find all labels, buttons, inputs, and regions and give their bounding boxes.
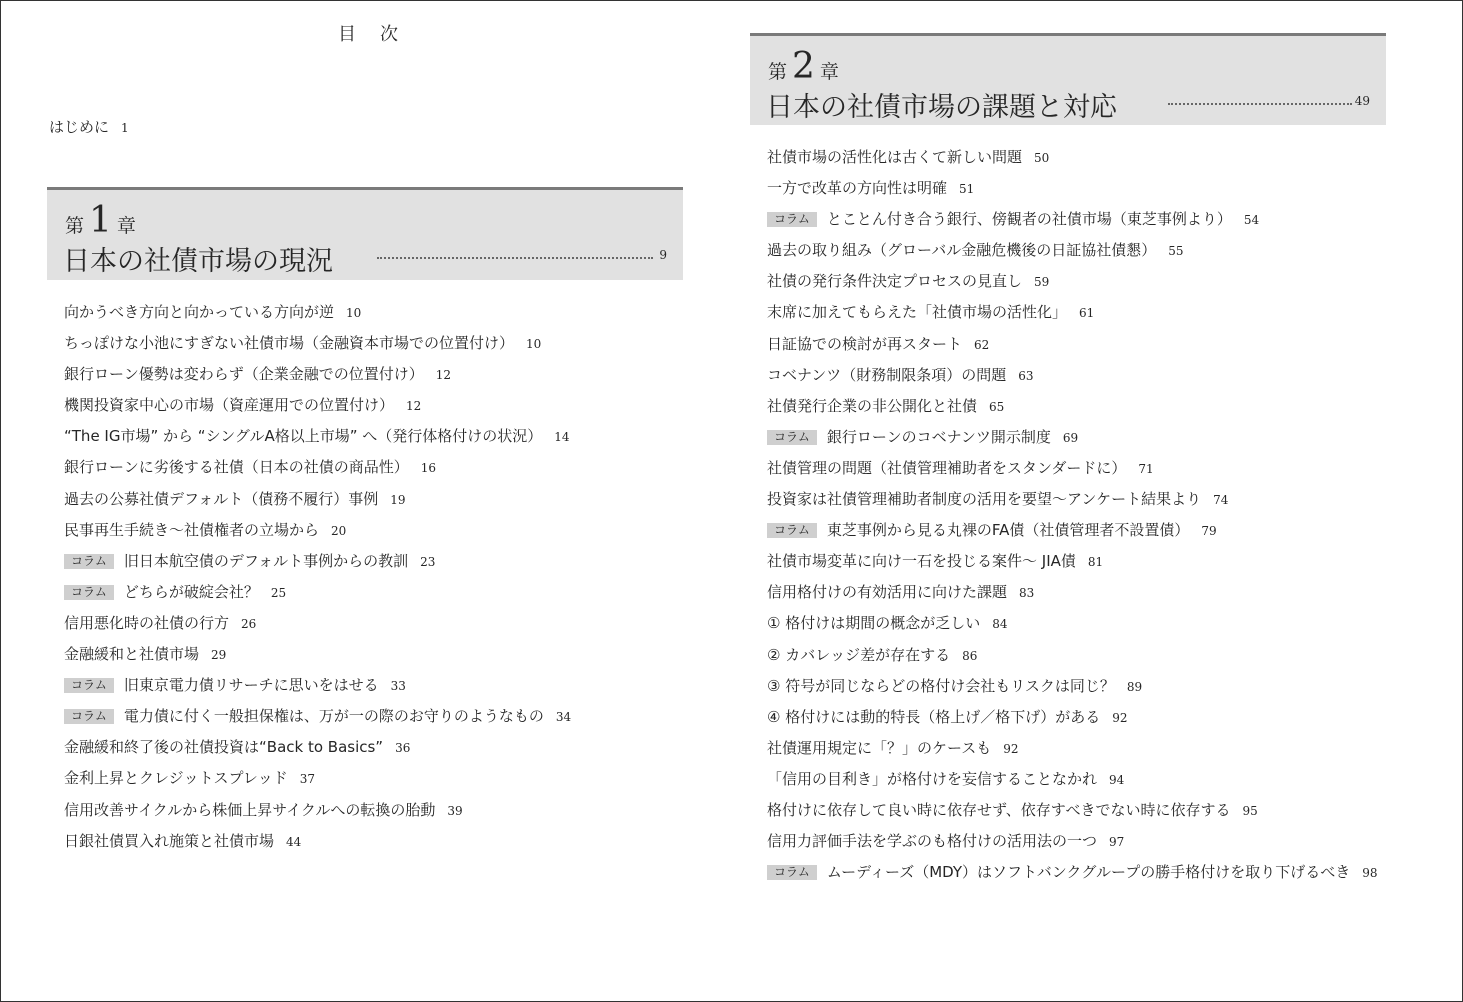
toc-entry-title: 信用改善サイクルから株価上昇サイクルへの転換の胎動 (64, 800, 436, 819)
toc-entry-title: 信用悪化時の社債の行方 (64, 613, 230, 632)
toc-entry-title: 過去の取り組み（グローバル金融危機後の日証協社債懇） (767, 241, 1157, 260)
toc-entry-page: 97 (1109, 835, 1125, 850)
toc-entry-page: 94 (1109, 772, 1125, 787)
toc-entry[interactable] (64, 642, 571, 673)
chapter-1-leader-dots (377, 257, 653, 259)
chapter-2-title: 日本の社債市場の課題と対応 (766, 92, 1117, 123)
toc-entry[interactable] (767, 518, 1378, 549)
chapter-1-page: 9 (659, 248, 667, 262)
toc-entry-page: 84 (992, 617, 1008, 632)
toc-entry[interactable] (767, 363, 1378, 394)
toc-entry-page: 89 (1126, 679, 1143, 694)
toc-entry[interactable] (64, 424, 571, 455)
toc-entry[interactable] (64, 673, 571, 704)
toc-entry-page: 98 (1362, 866, 1378, 881)
toc-entry-page: 50 (1034, 151, 1050, 165)
toc-entry[interactable] (64, 735, 571, 766)
chapter-2-entry-list (767, 145, 1378, 891)
chapter-2-prefix: 第 (768, 61, 788, 83)
toc-entry-title: 東芝事例から見る丸裸のFA債（社債管理者不設置債） (826, 521, 1190, 540)
column-badge: コラム (767, 865, 817, 880)
toc-entry-title: 社債市場の活性化は古くて新しい問題 (767, 148, 1023, 166)
chapter-2-digit: 2 (792, 46, 815, 87)
column-badge: コラム (767, 430, 817, 445)
toc-entry-title: 金利上昇とクレジットスプレッド (64, 769, 288, 788)
toc-entry-title: 社債発行企業の非公開化と社債 (767, 396, 978, 415)
toc-entry-page: 62 (974, 337, 990, 352)
toc-entry-page: 26 (241, 616, 257, 631)
toc-entry-title: 一方で改革の方向性は明確 (767, 179, 948, 198)
toc-entry-title: 信用格付けの有効活用に向けた課題 (767, 583, 1008, 602)
toc-entry[interactable] (767, 269, 1378, 300)
toc-entry-title: ④ 格付けには動的特長（格上げ／格下げ）がある (767, 707, 1101, 726)
toc-entry-title: 銀行ローンに劣後する社債（日本の社債の商品性） (64, 458, 409, 477)
toc-entry-page: 86 (962, 648, 978, 663)
toc-entry[interactable] (767, 332, 1378, 363)
toc-entry[interactable] (767, 829, 1378, 860)
column-badge: コラム (64, 554, 114, 569)
toc-entry-title: 社債市場変革に向け一石を投じる案件～ JIA債 (767, 552, 1076, 571)
toc-entry[interactable] (767, 300, 1378, 331)
toc-entry-page: 55 (1168, 244, 1184, 259)
intro-label: はじめに (49, 118, 110, 136)
toc-entry-page: 37 (299, 772, 316, 787)
toc-entry-title: 信用力評価手法を学ぶのも格付けの活用法の一つ (767, 832, 1098, 851)
toc-entry[interactable] (767, 860, 1378, 891)
toc-entry-page: 25 (270, 585, 287, 600)
toc-entry[interactable] (64, 393, 571, 424)
toc-entry-title: 民事再生手続き～社債権者の立場から (64, 520, 320, 539)
toc-entry[interactable] (767, 611, 1378, 642)
toc-entry-page: 69 (1062, 430, 1079, 445)
column-badge: コラム (64, 678, 114, 693)
toc-entry[interactable] (767, 176, 1378, 207)
chapter-1-header[interactable] (47, 187, 683, 280)
toc-entry[interactable] (767, 674, 1378, 705)
toc-entry-page: 92 (1003, 741, 1019, 756)
toc-entry-title: 金融緩和終了後の社債投資は“Back to Basics” (64, 738, 384, 757)
chapter-2-page: 49 (1354, 94, 1370, 108)
toc-entry[interactable] (767, 207, 1378, 238)
toc-entry[interactable] (64, 487, 571, 518)
chapter-1-prefix: 第 (65, 215, 85, 237)
toc-entry-title: とことん付き合う銀行、傍観者の社債市場（東芝事例より） (826, 210, 1232, 229)
toc-entry[interactable] (64, 455, 571, 486)
toc-entry-page: 65 (989, 399, 1005, 414)
toc-entry-title: 電力債に付く一般担保権は、万が一の際のお守りのようなもの (123, 707, 544, 726)
toc-entry-page: 74 (1213, 493, 1229, 508)
toc-entry-title: 金融緩和と社債市場 (64, 645, 200, 664)
chapter-2-number (768, 46, 839, 87)
toc-entry-page: 61 (1079, 306, 1095, 321)
chapter-2-leader-dots (1168, 103, 1352, 105)
chapter-1-digit: 1 (89, 200, 112, 241)
intro-entry[interactable] (49, 116, 129, 137)
chapter-1-number (65, 200, 136, 241)
toc-entry[interactable] (64, 331, 571, 362)
toc-entry-page: 79 (1201, 524, 1217, 539)
toc-entry[interactable] (64, 611, 571, 642)
toc-entry-page: 20 (331, 523, 347, 538)
toc-entry-page: 92 (1112, 710, 1128, 725)
toc-entry-title: 銀行ローン優勢は変わらず（企業金融での位置付け） (64, 365, 424, 384)
chapter-2-suffix: 章 (819, 61, 839, 83)
toc-entry-title: 銀行ローンのコベナンツ開示制度 (826, 427, 1051, 446)
toc-entry[interactable] (767, 705, 1378, 736)
toc-entry-page: 36 (395, 741, 411, 756)
toc-entry[interactable] (767, 456, 1378, 487)
chapter-1-title: 日本の社債市場の現況 (63, 246, 333, 277)
toc-entry-title: どちらが破綻会社？ (123, 582, 259, 601)
toc-entry[interactable] (64, 300, 571, 331)
toc-entry[interactable] (64, 798, 571, 829)
toc-entry-title: 日銀社債買入れ施策と社債市場 (64, 831, 275, 850)
toc-entry-page: 95 (1242, 803, 1258, 818)
toc-title: 目次 (338, 24, 422, 45)
toc-entry-page: 33 (390, 679, 406, 694)
toc-entry[interactable] (767, 767, 1378, 798)
column-badge: コラム (767, 212, 817, 227)
toc-entry-title: “The IG市場” から “シングルA格以上市場” へ（発行体格付けの状況） (64, 427, 543, 446)
column-badge: コラム (64, 585, 114, 600)
column-badge: コラム (64, 709, 114, 724)
toc-entry[interactable] (767, 643, 1378, 674)
toc-entry[interactable] (64, 580, 571, 611)
toc-entry-page: 81 (1087, 555, 1104, 570)
toc-entry-page: 10 (346, 306, 362, 320)
toc-entry-title: 社債運用規定に「？」のケースも (767, 738, 992, 757)
column-badge: コラム (767, 523, 817, 538)
toc-entry-title: 社債の発行条件決定プロセスの見直し (767, 272, 1023, 291)
toc-entry-page: 71 (1138, 461, 1154, 476)
toc-entry[interactable] (767, 736, 1378, 767)
toc-entry-page: 19 (390, 492, 406, 507)
toc-entry-title: 「信用の目利き」が格付けを妄信することなかれ (767, 769, 1098, 788)
toc-entry-title: 日証協での検討が再スタート (767, 334, 963, 353)
toc-entry-page: 83 (1019, 586, 1035, 601)
toc-entry-page: 34 (555, 710, 572, 725)
toc-entry-page: 12 (406, 399, 422, 414)
toc-entry-title: ① 格付けは期間の概念が乏しい (767, 614, 981, 633)
toc-entry-title: ② カバレッジ差が存在する (767, 645, 951, 664)
toc-entry-title: コベナンツ（財務制限条項）の問題 (767, 365, 1007, 384)
chapter-1-entry-list (64, 300, 571, 860)
toc-entry-title: 末席に加えてもらえた「社債市場の活性化」 (767, 303, 1068, 322)
toc-entry-title: 旧東京電力債リサーチに思いをはせる (123, 676, 379, 695)
toc-entry[interactable] (767, 145, 1378, 176)
toc-entry-page: 10 (526, 337, 542, 352)
toc-entry-title: 投資家は社債管理補助者制度の活用を要望～アンケート結果より (767, 490, 1202, 509)
intro-page: 1 (121, 121, 129, 135)
toc-entry-page: 12 (435, 368, 451, 383)
toc-entry[interactable] (767, 487, 1378, 518)
toc-entry-title: 旧日本航空債のデフォルト事例からの教訓 (123, 551, 409, 570)
toc-entry-page: 59 (1034, 275, 1050, 290)
toc-entry[interactable] (64, 766, 571, 797)
toc-entry[interactable] (767, 580, 1378, 611)
toc-entry-page: 16 (420, 461, 436, 476)
toc-entry[interactable] (64, 549, 571, 580)
toc-entry[interactable] (767, 238, 1378, 269)
toc-entry-title: 機関投資家中心の市場（資産運用での位置付け） (64, 396, 395, 415)
toc-entry-title: 向かうべき方向と向かっている方向が逆 (64, 303, 335, 321)
toc-entry[interactable] (64, 518, 571, 549)
chapter-1-suffix: 章 (116, 215, 136, 237)
toc-entry[interactable] (64, 829, 571, 860)
chapter-2-header[interactable] (750, 33, 1386, 125)
toc-entry-title: 社債管理の問題（社債管理補助者をスタンダードに） (767, 458, 1127, 477)
toc-entry-title: ③ 符号が同じならどの格付け会社もリスクは同じ？ (767, 676, 1115, 695)
toc-entry-page: 39 (447, 803, 463, 818)
toc-entry[interactable] (64, 362, 571, 393)
toc-entry-title: 格付けに依存して良い時に依存せず、依存すべきでない時に依存する (767, 800, 1231, 819)
toc-entry[interactable] (767, 798, 1378, 829)
toc-entry[interactable] (64, 704, 571, 735)
toc-entry-page: 51 (959, 182, 975, 197)
toc-entry[interactable] (767, 425, 1378, 456)
toc-entry-title: 過去の公募社債デフォルト（債務不履行）事例 (64, 489, 379, 508)
toc-entry[interactable] (767, 394, 1378, 425)
toc-entry-page: 29 (211, 648, 227, 663)
toc-entry-page: 63 (1018, 368, 1034, 383)
toc-entry[interactable] (767, 549, 1378, 580)
toc-entry-page: 23 (420, 554, 436, 569)
toc-entry-page: 44 (286, 834, 302, 849)
toc-entry-page: 54 (1243, 213, 1260, 228)
toc-entry-page: 14 (554, 430, 570, 445)
toc-entry-title: ちっぽけな小池にすぎない社債市場（金融資本市場での位置付け） (64, 334, 515, 353)
toc-entry-title: ムーディーズ（MDY）はソフトバンクグループの勝手格付けを取り下げるべき (826, 863, 1351, 882)
